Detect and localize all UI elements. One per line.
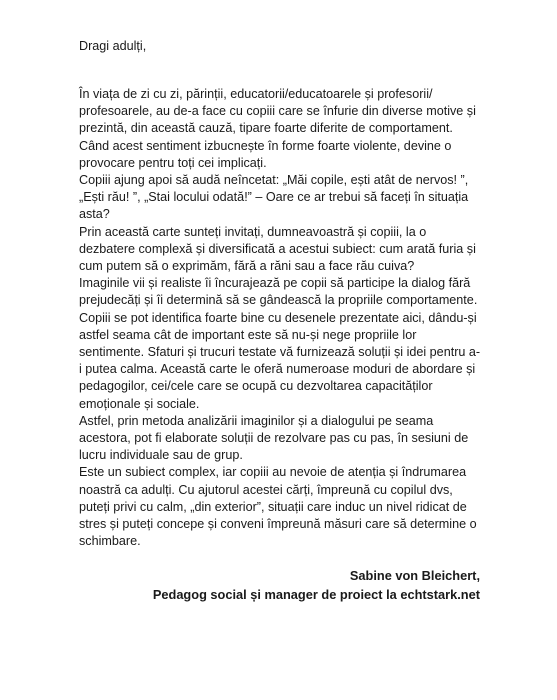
paragraph-quotes: Copiii ajung apoi să audă neîncetat: „Măi copile, ești atât de nervos! ”, „Ești rău! ”, „Stai locului odată!” – Oare ce ar trebui să faceți în situația asta? xyxy=(79,173,469,222)
letter-greeting: Dragi adulți, xyxy=(79,39,147,53)
letter-signature xyxy=(153,566,480,604)
paragraph-intro: În viața de zi cu zi, părinții, educatorii/educatoarele și profesorii/ profesoarele, au de-a face cu copiii care se înfurie din diverse motive și prezintă, din această cauză, tipare foarte diferite de comportament. Când acest sentiment izbucnește în forme foarte violente, devine o provocare pentru toți cei implicați. xyxy=(79,87,476,170)
signature-name: Sabine von Bleichert, xyxy=(349,568,480,583)
paragraph-identify: Copiii se pot identifica foarte bine cu desenele prezentate aici, dându-și astfel seama cât de important este să nu-și nege propriile lor sentimente. Sfaturi și trucuri testate vă furnizează soluții și idei pentru a-i putea calma. Această carte le oferă numeroase moduri de abordare și pedagogilor, cei/cele care se ocupă cu dezvoltarea capacităților emoționale și sociale. xyxy=(79,310,481,411)
signature-role: Pedagog social și manager de proiect la echtstark.net xyxy=(152,587,480,602)
paragraph-method: Astfel, prin metoda analizării imaginilor și a dialogului pe seama acestora, pot fi elaborate soluții de rezolvare pas cu pas, în sesiuni de lucru individuale sau de grup. xyxy=(79,413,469,463)
paragraph-images: Imaginile vii și realiste îi încurajează pe copii să participe la dialog fără prejudecăți și îi determină să se gândească la propriile comportamente. xyxy=(79,276,478,308)
paragraph-invitation: Prin această carte sunteți invitați, dumneavoastră și copiii, la o dezbatere complexă și diversificată a acestui subiect: cum arată furia și cum putem să o exprimăm, fără a răni sau a face rău cuiva? xyxy=(79,224,476,274)
paragraph-conclusion: Este un subiect complex, iar copiii au nevoie de atenția și îndrumarea noastră ca adulți. Cu ajutorul acestei cărți, împreună cu copilul dvs, puteți privi cu calm, „din exterior”, situații care induc un nivel ridicat de stres și puteți concepe și conveni împreună măsuri care să determine o schimbare. xyxy=(79,465,477,549)
letter-body xyxy=(79,38,481,550)
